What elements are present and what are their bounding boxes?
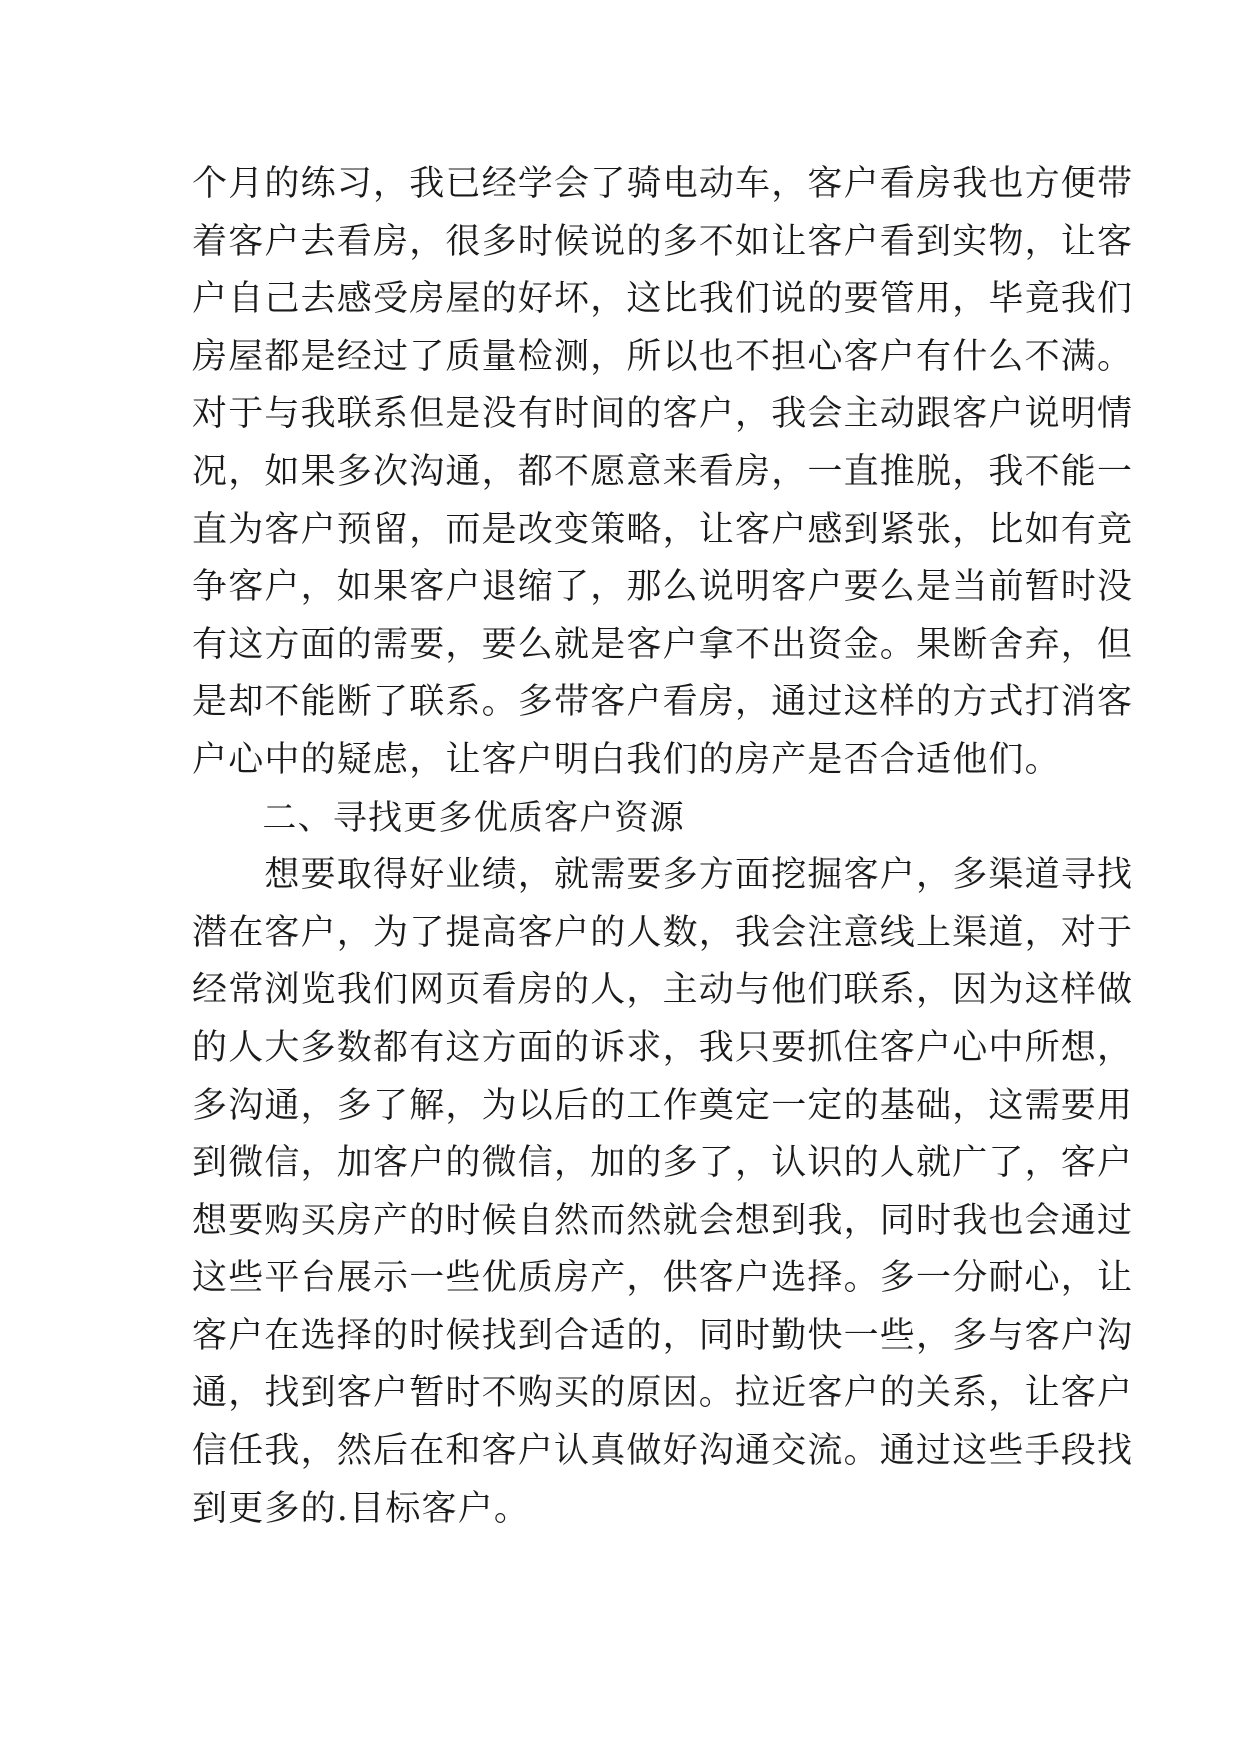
text-line: 况，如果多次沟通，都不愿意来看房，一直推脱，我不能一 [192,451,1134,492]
text-line: 个月的练习，我已经学会了骑电动车，客户看房我也方便带 [192,164,1134,204]
text-line: 多沟通，多了解，为以后的工作奠定一定的基础，这需要用 [192,1085,1134,1126]
text-line: 着客户去看房，很多时候说的多不如让客户看到实物，让客 [192,221,1134,262]
text-line: 到微信，加客户的微信，加的多了，认识的人就广了，客户 [192,1143,1134,1184]
text-line: 通，找到客户暂时不购买的原因。拉近客户的关系，让客户 [192,1373,1134,1414]
text-line: 是却不能断了联系。多带客户看房，通过这样的方式打消客 [192,682,1134,723]
text-line: 房屋都是经过了质量检测，所以也不担心客户有什么不满。 [192,336,1134,377]
body-text [192,156,1134,1538]
text-line: 有这方面的需要，要么就是客户拿不出资金。果断舍弃，但 [192,624,1134,665]
text-line: 直为客户预留，而是改变策略，让客户感到紧张，比如有竞 [192,509,1134,550]
text-line: 客户在选择的时候找到合适的，同时勤快一些，多与客户沟 [192,1315,1134,1356]
text-line: 想要购买房产的时候自然而然就会想到我，同时我也会通过 [192,1200,1134,1241]
text-line: 户心中的疑虑，让客户明白我们的房产是否合适他们。 [192,739,1061,780]
section-heading: 二、寻找更多优质客户资源 [192,797,685,838]
text-line: 的人大多数都有这方面的诉求，我只要抓住客户心中所想， [192,1027,1134,1068]
text-line: 经常浏览我们网页看房的人，主动与他们联系，因为这样做 [192,970,1134,1011]
text-line: 户自己去感受房屋的好坏，这比我们说的要管用，毕竟我们 [192,279,1134,320]
text-line: 潜在客户，为了提高客户的人数，我会注意线上渠道，对于 [192,912,1134,953]
text-line: 争客户，如果客户退缩了，那么说明客户要么是当前暂时没 [192,567,1134,608]
text-line: 信任我，然后在和客户认真做好沟通交流。通过这些手段找 [192,1431,1134,1472]
text-line: 想要取得好业绩，就需要多方面挖掘客户，多渠道寻找 [192,855,1134,896]
text-line: 对于与我联系但是没有时间的客户，我会主动跟客户说明情 [192,394,1134,435]
text-line: 到更多的.目标客户。 [192,1488,531,1529]
text-line: 这些平台展示一些优质房产，供客户选择。多一分耐心，让 [192,1258,1134,1299]
